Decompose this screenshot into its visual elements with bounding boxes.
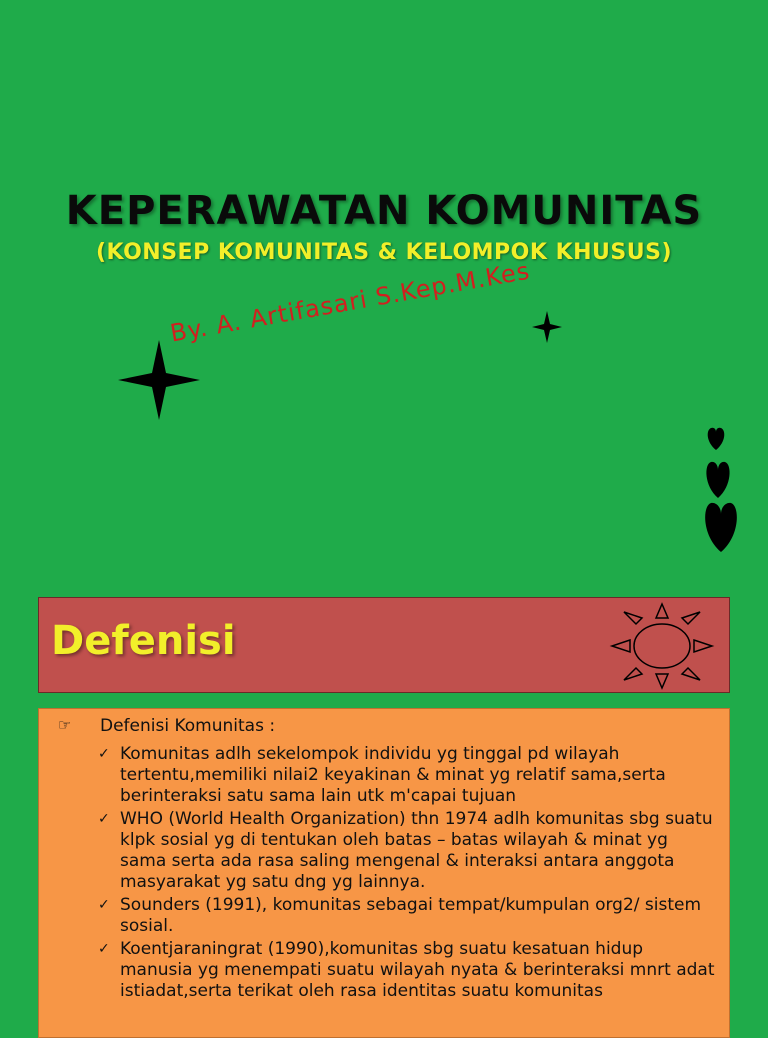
list-item [98, 939, 718, 1002]
list-heading-text: Defenisi Komunitas : [100, 716, 276, 736]
pointing-hand-icon: ☞ [58, 716, 72, 734]
checkmark-icon: ✓ [98, 897, 110, 913]
definition-list [98, 744, 718, 1004]
list-item-text: Komunitas adlh sekelompok individu yg tinggal pd wilayah tertentu,memiliki nilai2 keyakinan & minat yg relatif sama,serta berinteraksi satu sama lain utk m'capai tujuan [120, 744, 666, 806]
checkmark-icon: ✓ [98, 941, 110, 957]
four-point-star-icon [532, 311, 562, 343]
checkmark-icon: ✓ [98, 811, 110, 827]
list-item [98, 895, 718, 937]
author-line: By. A. Artifasari S.Kep.M.Kes [168, 256, 533, 348]
four-point-star-icon [118, 340, 200, 420]
slide-title: KEPERAWATAN KOMUNITAS [65, 188, 703, 234]
sun-icon [606, 600, 718, 692]
checkmark-icon: ✓ [98, 746, 110, 762]
list-item [98, 744, 718, 807]
slide-subtitle: (KONSEP KOMUNITAS & KELOMPOK KHUSUS) [95, 240, 673, 265]
list-item [98, 809, 718, 893]
section-heading: Defenisi [51, 618, 236, 664]
list-item-text: Sounders (1991), komunitas sebagai tempat/kumpulan org2/ sistem sosial. [120, 895, 702, 936]
list-item-text: WHO (World Health Organization) thn 1974 adlh komunitas sbg suatu klpk sosial yg di tentukan oleh batas – batas wilayah & minat yg sama serta ada rasa saling mengenal & interaksi antara anggota masyarakat yg satu dng yg lainnya. [120, 809, 713, 892]
heart-icon [700, 424, 744, 556]
list-item-text: Koentjaraningrat (1990),komunitas sbg suatu kesatuan hidup manusia yg menempati suatu wilayah nyata & berinteraksi mnrt adat istiadat,serta terikat oleh rasa identitas suatu komunitas [120, 939, 715, 1001]
